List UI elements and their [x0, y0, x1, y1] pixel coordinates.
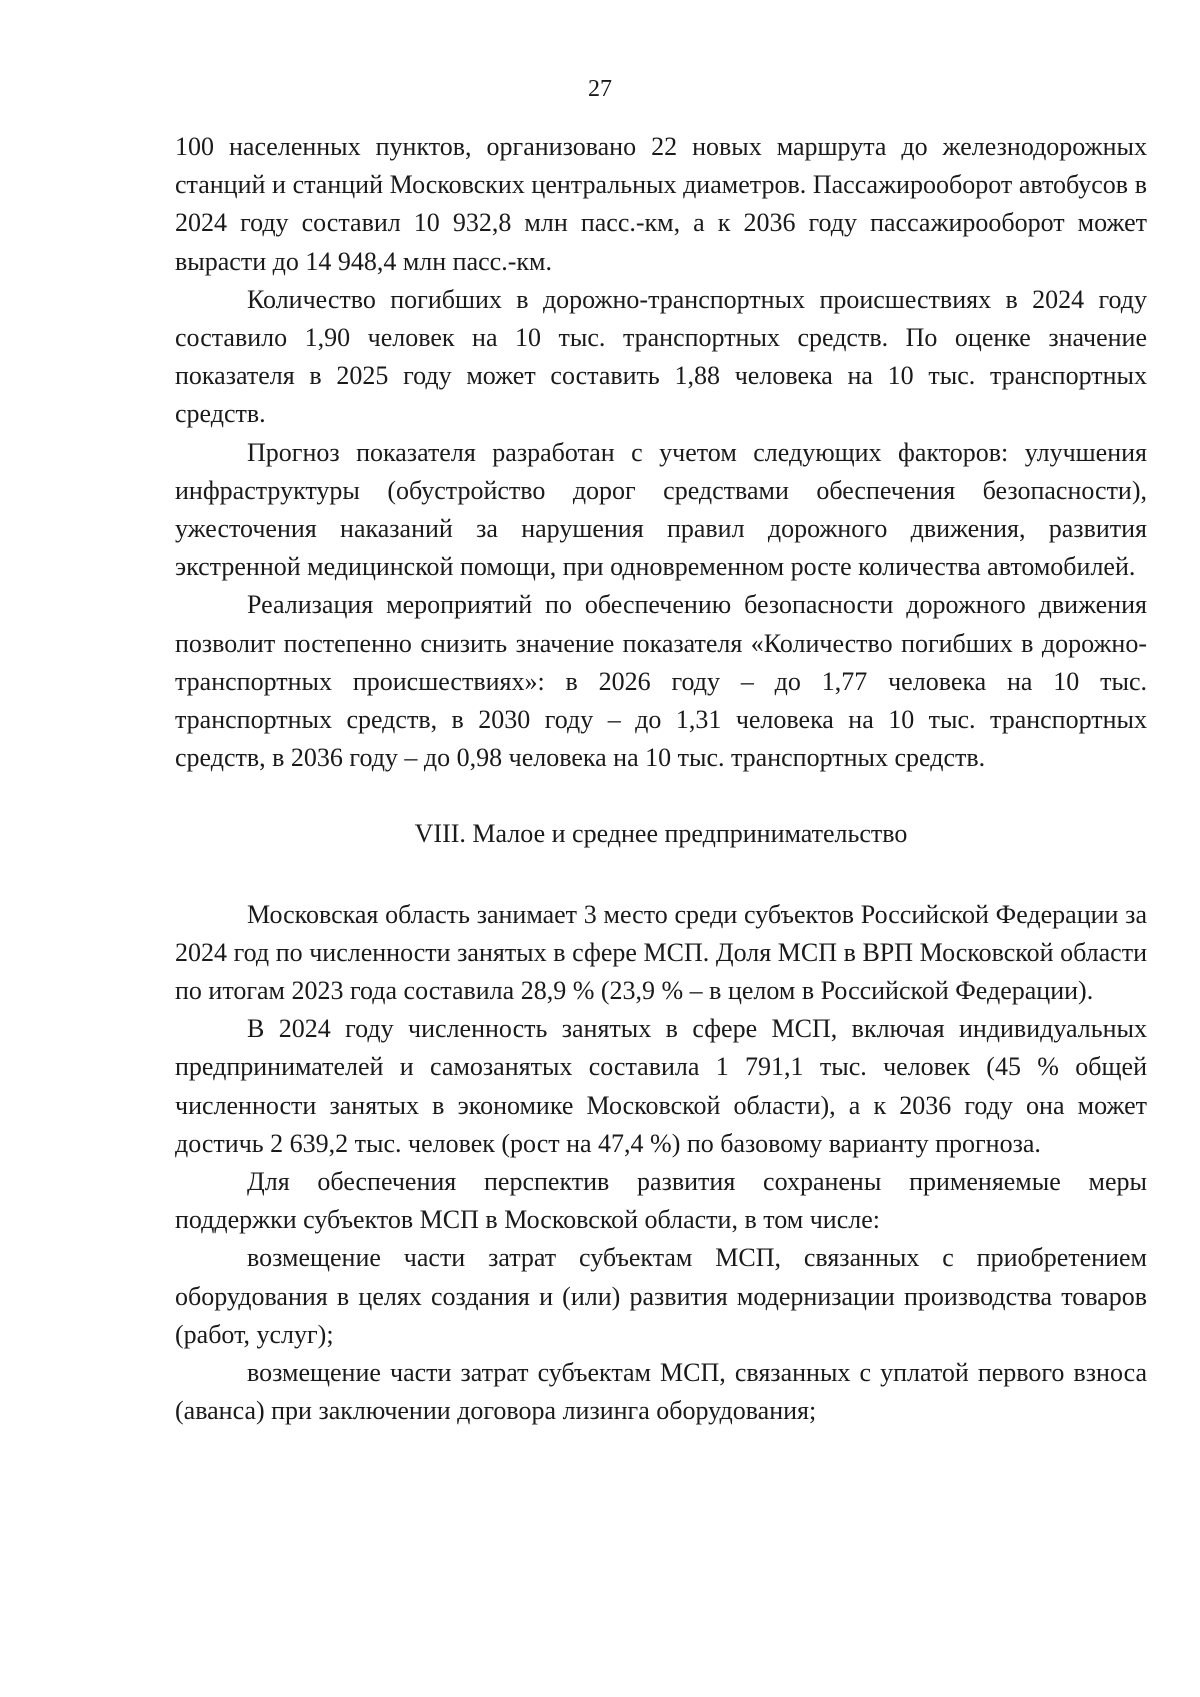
- paragraph-equipment-compensation: возмещение части затрат субъектам МСП, связанных с приобретением оборудования в целях создания и (или) развития модернизации производства товаров (работ, услуг);: [175, 1243, 1147, 1349]
- paragraph-msp-rank: Московская область занимает 3 место среди субъектов Российской Федерации за 2024 год по численности занятых в сфере МСП. Доля МСП в ВРП Московской области по итогам 2023 года составила 28,9 % (23,9 % – в целом в Российской Федерации).: [175, 899, 1147, 1006]
- page-number: 27: [588, 76, 612, 102]
- paragraph-road-safety-measures: Реализация мероприятий по обеспечению безопасности дорожного движения позволит постепенно снизить значение показателя «Количество погибших в дорожно-транспортных происшествиях»: в 2026 году – до 1,77 человека на 10 тыс. транспортных средств, в 2030 году – до 1,31 человека на 10 тыс. транспортных средств, в 2036 году – до 0,98 человека на 10 тыс. транспортных средств.: [175, 590, 1147, 773]
- paragraph-msp-employment: В 2024 году численность занятых в сфере МСП, включая индивидуальных предпринимателей и самозанятых составила 1 791,1 тыс. человек (45 % общей численности занятых в экономике Московской области), а к 2036 году она может достичь 2 639,2 тыс. человек (рост на 47,4 %) по базовому варианту прогноза.: [175, 1014, 1147, 1158]
- paragraph-road-fatalities: Количество погибших в дорожно-транспортных происшествиях в 2024 году составило 1,90 человек на 10 тыс. транспортных средств. По оценке значение показателя в 2025 году может составить 1,88 человека на 10 тыс. транспортных средств.: [175, 284, 1147, 429]
- paragraph-support-measures: Для обеспечения перспектив развития сохранены применяемые меры поддержки субъектов МСП в Московской области, в том числе:: [175, 1167, 1147, 1235]
- paragraph-bus-passenger-turnover: 100 населенных пунктов, организовано 22 новых маршрута до железнодорожных станций и станций Московских центральных диаметров. Пассажирооборот автобусов в 2024 году составил 10 932,8 млн пасс.-км, а к 2036 году пассажирооборот может вырасти до 14 948,4 млн пасс.-км.: [175, 132, 1147, 276]
- paragraph-forecast-factors: Прогноз показателя разработан с учетом следующих факторов: улучшения инфраструктуры (обустройство дорог средствами обеспечения безопасности), ужесточения наказаний за нарушения правил дорожного движения, развития экстренной медицинской помощи, при одновременном росте количества автомобилей.: [175, 437, 1147, 582]
- paragraph-leasing-compensation: возмещение части затрат субъектам МСП, связанных с уплатой первого взноса (аванса) при заключении договора лизинга оборудования;: [175, 1358, 1147, 1426]
- body-text: [175, 128, 1147, 1431]
- section-heading: VIII. Малое и среднее предпринимательство: [414, 819, 908, 849]
